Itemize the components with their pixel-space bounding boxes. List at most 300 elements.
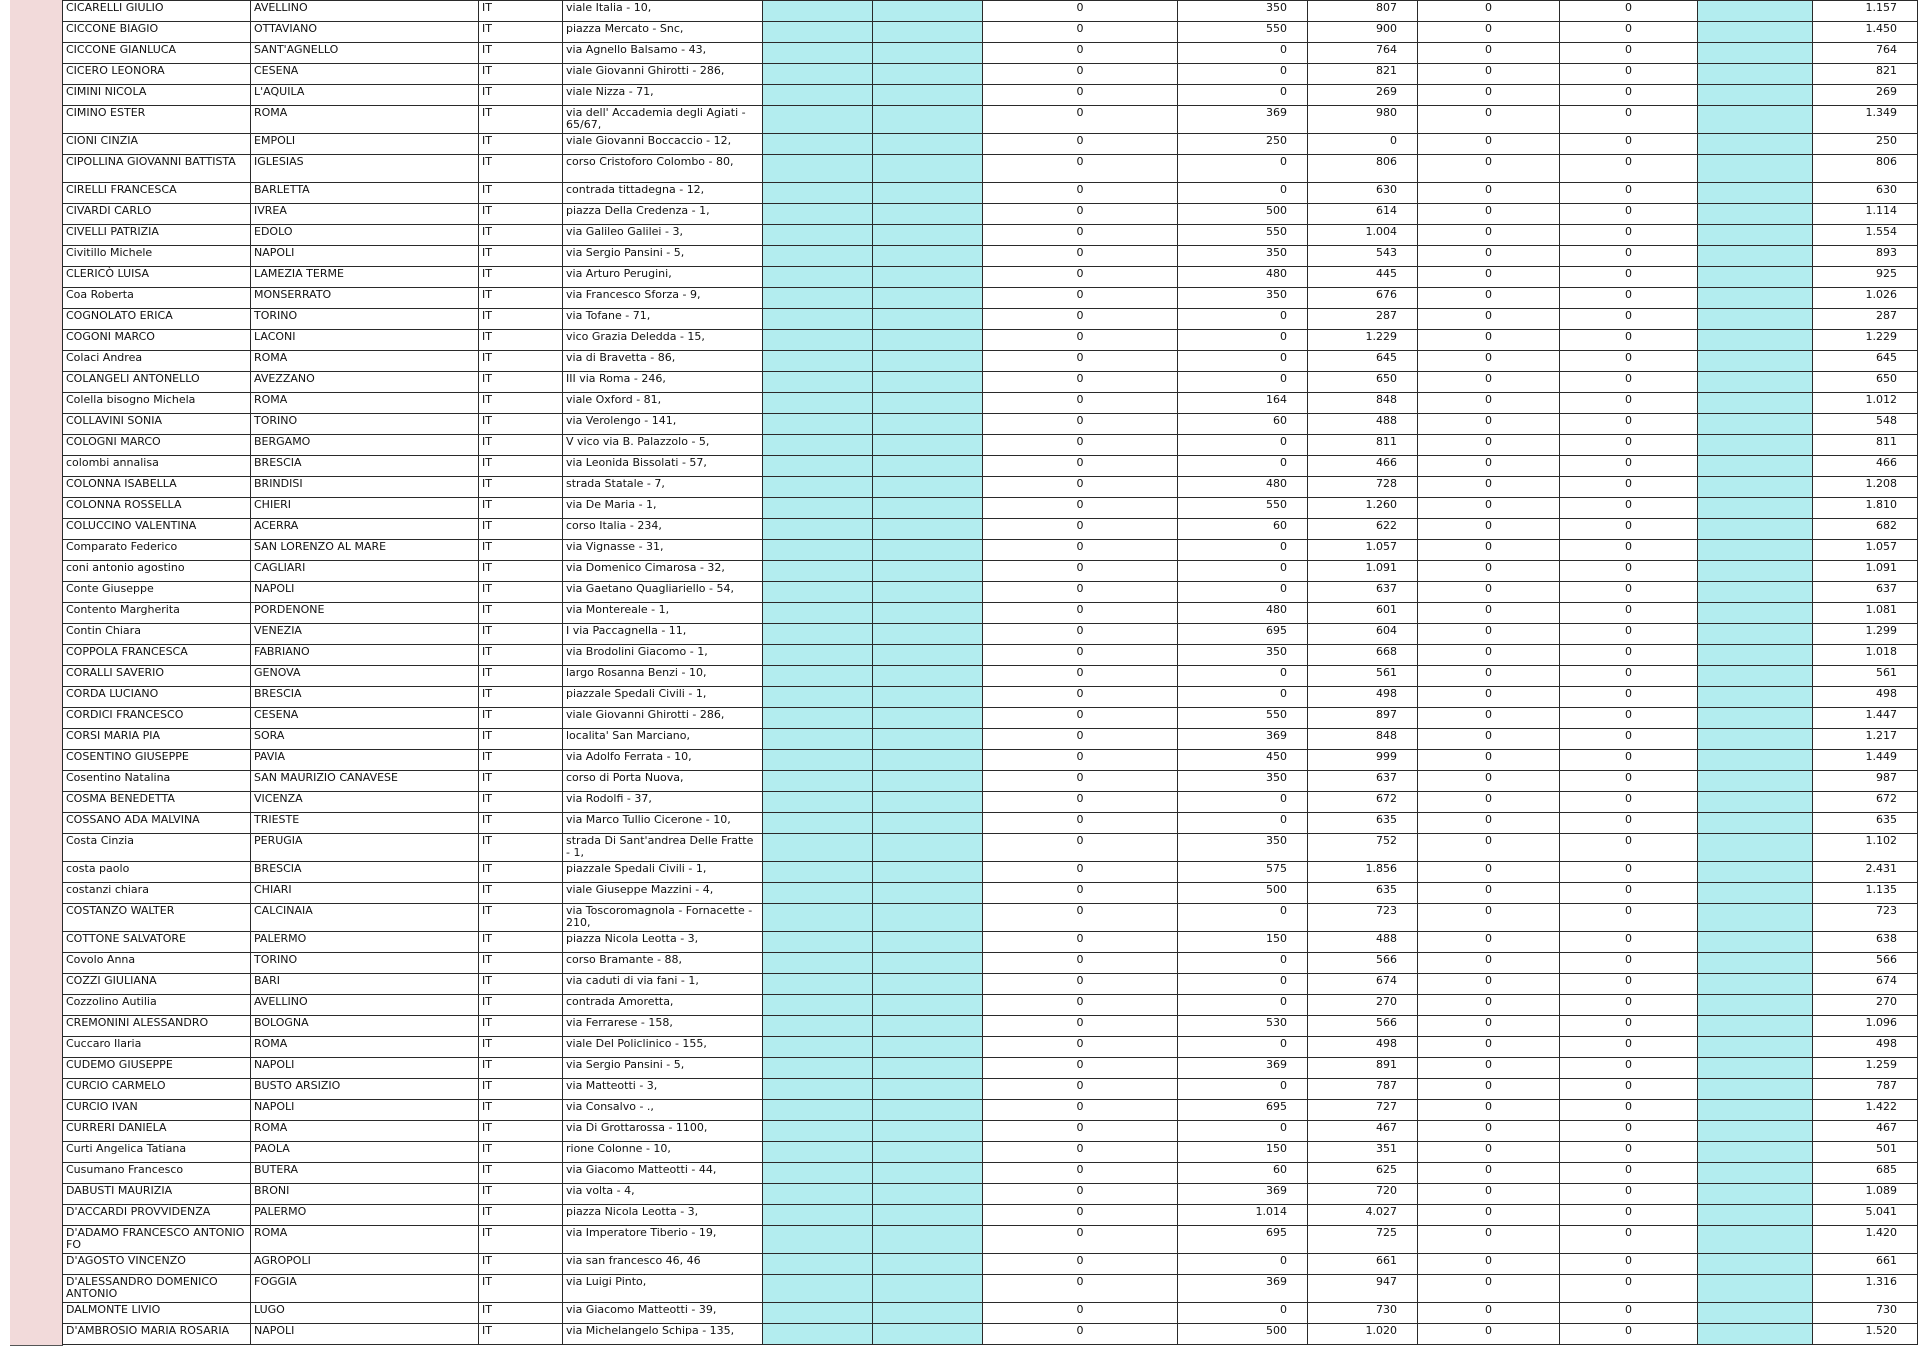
cell-total: 1.520 xyxy=(1813,1324,1918,1345)
table-row xyxy=(63,1079,1918,1100)
cell-city: ROMA xyxy=(251,393,479,414)
cell-value-5: 0 xyxy=(1560,435,1698,456)
table-row xyxy=(63,267,1918,288)
cell-value-2: 0 xyxy=(1178,183,1308,204)
table-row xyxy=(63,43,1918,64)
cell-address: vico Grazia Deledda - 15, xyxy=(563,330,763,351)
cell-city: AVELLINO xyxy=(251,995,479,1016)
cell-value-4: 0 xyxy=(1418,183,1560,204)
cell-country: IT xyxy=(479,1100,563,1121)
cell-country: IT xyxy=(479,246,563,267)
cell-name: CIRELLI FRANCESCA xyxy=(63,183,251,204)
cell-country: IT xyxy=(479,22,563,43)
cell-value-2: 480 xyxy=(1178,603,1308,624)
cell-value-1: 0 xyxy=(983,1275,1178,1303)
cell-highlight-b xyxy=(873,932,983,953)
cell-address: via Brodolini Giacomo - 1, xyxy=(563,645,763,666)
cell-highlight-c xyxy=(1698,862,1813,883)
cell-value-3: 900 xyxy=(1308,22,1418,43)
table-row xyxy=(63,22,1918,43)
cell-value-1: 0 xyxy=(983,1058,1178,1079)
cell-value-5: 0 xyxy=(1560,645,1698,666)
cell-value-5: 0 xyxy=(1560,582,1698,603)
cell-highlight-b xyxy=(873,183,983,204)
cell-highlight-a xyxy=(763,414,873,435)
cell-address: via Vignasse - 31, xyxy=(563,540,763,561)
cell-value-3: 4.027 xyxy=(1308,1205,1418,1226)
cell-country: IT xyxy=(479,1324,563,1345)
cell-value-4: 0 xyxy=(1418,995,1560,1016)
cell-highlight-c xyxy=(1698,883,1813,904)
cell-address: via Ferrarese - 158, xyxy=(563,1016,763,1037)
cell-total: 1.422 xyxy=(1813,1100,1918,1121)
cell-highlight-b xyxy=(873,813,983,834)
cell-highlight-c xyxy=(1698,477,1813,498)
cell-total: 2.431 xyxy=(1813,862,1918,883)
cell-city: NAPOLI xyxy=(251,1324,479,1345)
cell-country: IT xyxy=(479,603,563,624)
table-row xyxy=(63,1184,1918,1205)
cell-highlight-b xyxy=(873,666,983,687)
cell-value-4: 0 xyxy=(1418,883,1560,904)
cell-highlight-c xyxy=(1698,1100,1813,1121)
cell-highlight-b xyxy=(873,687,983,708)
cell-country: IT xyxy=(479,1303,563,1324)
cell-city: BRINDISI xyxy=(251,477,479,498)
cell-country: IT xyxy=(479,813,563,834)
cell-value-2: 0 xyxy=(1178,666,1308,687)
cell-city: IVREA xyxy=(251,204,479,225)
cell-total: 5.041 xyxy=(1813,1205,1918,1226)
cell-highlight-c xyxy=(1698,1184,1813,1205)
cell-highlight-a xyxy=(763,1275,873,1303)
cell-value-4: 0 xyxy=(1418,862,1560,883)
cell-highlight-c xyxy=(1698,1037,1813,1058)
cell-total: 1.081 xyxy=(1813,603,1918,624)
cell-city: LACONI xyxy=(251,330,479,351)
cell-highlight-c xyxy=(1698,995,1813,1016)
cell-value-1: 0 xyxy=(983,498,1178,519)
cell-city: VICENZA xyxy=(251,792,479,813)
cell-highlight-c xyxy=(1698,106,1813,134)
cell-name: Cuccaro Ilaria xyxy=(63,1037,251,1058)
left-margin-band xyxy=(10,0,63,1346)
cell-highlight-c xyxy=(1698,687,1813,708)
cell-total: 730 xyxy=(1813,1303,1918,1324)
table-row xyxy=(63,288,1918,309)
cell-city: TORINO xyxy=(251,414,479,435)
cell-highlight-a xyxy=(763,351,873,372)
cell-highlight-a xyxy=(763,708,873,729)
cell-value-5: 0 xyxy=(1560,309,1698,330)
cell-value-2: 0 xyxy=(1178,1121,1308,1142)
cell-highlight-b xyxy=(873,1184,983,1205)
cell-value-5: 0 xyxy=(1560,1303,1698,1324)
cell-city: CESENA xyxy=(251,708,479,729)
cell-city: PAVIA xyxy=(251,750,479,771)
cell-highlight-b xyxy=(873,309,983,330)
cell-country: IT xyxy=(479,155,563,183)
cell-name: CIVELLI PATRIZIA xyxy=(63,225,251,246)
cell-value-3: 725 xyxy=(1308,1226,1418,1254)
cell-highlight-b xyxy=(873,862,983,883)
cell-value-3: 730 xyxy=(1308,1303,1418,1324)
cell-highlight-b xyxy=(873,771,983,792)
cell-name: Covolo Anna xyxy=(63,953,251,974)
cell-value-3: 848 xyxy=(1308,393,1418,414)
cell-name: Conte Giuseppe xyxy=(63,582,251,603)
cell-value-3: 1.004 xyxy=(1308,225,1418,246)
cell-highlight-c xyxy=(1698,155,1813,183)
cell-value-4: 0 xyxy=(1418,246,1560,267)
cell-city: BOLOGNA xyxy=(251,1016,479,1037)
cell-value-4: 0 xyxy=(1418,1324,1560,1345)
cell-highlight-c xyxy=(1698,1,1813,22)
cell-address: via Galileo Galilei - 3, xyxy=(563,225,763,246)
cell-value-1: 0 xyxy=(983,204,1178,225)
cell-country: IT xyxy=(479,624,563,645)
cell-total: 1.091 xyxy=(1813,561,1918,582)
cell-value-3: 625 xyxy=(1308,1163,1418,1184)
cell-highlight-c xyxy=(1698,666,1813,687)
left-margin-bottom-border xyxy=(10,1345,62,1346)
cell-value-5: 0 xyxy=(1560,862,1698,883)
cell-total: 270 xyxy=(1813,995,1918,1016)
cell-name: CURCIO CARMELO xyxy=(63,1079,251,1100)
table-row xyxy=(63,85,1918,106)
cell-value-3: 980 xyxy=(1308,106,1418,134)
cell-total: 250 xyxy=(1813,134,1918,155)
table-row xyxy=(63,582,1918,603)
cell-value-5: 0 xyxy=(1560,330,1698,351)
cell-highlight-b xyxy=(873,1121,983,1142)
cell-highlight-b xyxy=(873,1275,983,1303)
cell-total: 630 xyxy=(1813,183,1918,204)
table-row xyxy=(63,750,1918,771)
cell-value-5: 0 xyxy=(1560,1275,1698,1303)
cell-address: via Imperatore Tiberio - 19, xyxy=(563,1226,763,1254)
table-row xyxy=(63,1100,1918,1121)
cell-value-1: 0 xyxy=(983,953,1178,974)
cell-highlight-c xyxy=(1698,771,1813,792)
table-row xyxy=(63,1226,1918,1254)
cell-value-1: 0 xyxy=(983,708,1178,729)
cell-total: 1.135 xyxy=(1813,883,1918,904)
cell-value-1: 0 xyxy=(983,1163,1178,1184)
cell-value-5: 0 xyxy=(1560,974,1698,995)
cell-value-3: 604 xyxy=(1308,624,1418,645)
cell-highlight-c xyxy=(1698,519,1813,540)
cell-total: 806 xyxy=(1813,155,1918,183)
cell-value-1: 0 xyxy=(983,372,1178,393)
table-row xyxy=(63,1016,1918,1037)
cell-city: BARI xyxy=(251,974,479,995)
cell-name: COTTONE SALVATORE xyxy=(63,932,251,953)
cell-highlight-a xyxy=(763,267,873,288)
cell-total: 467 xyxy=(1813,1121,1918,1142)
cell-city: TORINO xyxy=(251,953,479,974)
cell-value-1: 0 xyxy=(983,246,1178,267)
cell-value-5: 0 xyxy=(1560,1205,1698,1226)
cell-highlight-a xyxy=(763,834,873,862)
cell-highlight-b xyxy=(873,435,983,456)
cell-highlight-c xyxy=(1698,904,1813,932)
cell-value-1: 0 xyxy=(983,183,1178,204)
cell-highlight-a xyxy=(763,1303,873,1324)
cell-highlight-b xyxy=(873,1254,983,1275)
cell-value-3: 270 xyxy=(1308,995,1418,1016)
cell-country: IT xyxy=(479,792,563,813)
cell-name: COLOGNI MARCO xyxy=(63,435,251,456)
cell-city: VENEZIA xyxy=(251,624,479,645)
cell-value-3: 287 xyxy=(1308,309,1418,330)
table-row xyxy=(63,953,1918,974)
cell-highlight-c xyxy=(1698,1121,1813,1142)
table-row xyxy=(63,729,1918,750)
cell-city: ROMA xyxy=(251,1121,479,1142)
cell-country: IT xyxy=(479,883,563,904)
cell-country: IT xyxy=(479,1226,563,1254)
cell-total: 548 xyxy=(1813,414,1918,435)
cell-value-4: 0 xyxy=(1418,204,1560,225)
cell-country: IT xyxy=(479,1079,563,1100)
cell-highlight-c xyxy=(1698,1303,1813,1324)
cell-value-4: 0 xyxy=(1418,1,1560,22)
cell-total: 1.299 xyxy=(1813,624,1918,645)
cell-name: Coa Roberta xyxy=(63,288,251,309)
cell-value-4: 0 xyxy=(1418,729,1560,750)
cell-country: IT xyxy=(479,645,563,666)
cell-country: IT xyxy=(479,267,563,288)
cell-name: Contento Margherita xyxy=(63,603,251,624)
cell-value-2: 530 xyxy=(1178,1016,1308,1037)
cell-highlight-a xyxy=(763,330,873,351)
cell-value-4: 0 xyxy=(1418,708,1560,729)
table-row xyxy=(63,456,1918,477)
cell-highlight-c xyxy=(1698,1142,1813,1163)
cell-highlight-a xyxy=(763,1163,873,1184)
cell-value-5: 0 xyxy=(1560,183,1698,204)
cell-value-3: 1.091 xyxy=(1308,561,1418,582)
cell-address: via Adolfo Ferrata - 10, xyxy=(563,750,763,771)
cell-total: 661 xyxy=(1813,1254,1918,1275)
cell-highlight-c xyxy=(1698,309,1813,330)
cell-city: MONSERRATO xyxy=(251,288,479,309)
cell-highlight-c xyxy=(1698,1205,1813,1226)
cell-address: strada Statale - 7, xyxy=(563,477,763,498)
cell-value-3: 674 xyxy=(1308,974,1418,995)
cell-value-3: 601 xyxy=(1308,603,1418,624)
cell-country: IT xyxy=(479,1205,563,1226)
cell-value-4: 0 xyxy=(1418,1142,1560,1163)
cell-name: CICERO LEONORA xyxy=(63,64,251,85)
cell-name: COPPOLA FRANCESCA xyxy=(63,645,251,666)
cell-address: piazzale Spedali Civili - 1, xyxy=(563,687,763,708)
cell-value-3: 947 xyxy=(1308,1275,1418,1303)
cell-total: 1.447 xyxy=(1813,708,1918,729)
table-row xyxy=(63,155,1918,183)
cell-value-5: 0 xyxy=(1560,498,1698,519)
cell-total: 1.449 xyxy=(1813,750,1918,771)
table-row xyxy=(63,225,1918,246)
cell-address: via Agnello Balsamo - 43, xyxy=(563,43,763,64)
cell-value-3: 561 xyxy=(1308,666,1418,687)
cell-value-3: 622 xyxy=(1308,519,1418,540)
cell-name: CREMONINI ALESSANDRO xyxy=(63,1016,251,1037)
cell-highlight-c xyxy=(1698,1275,1813,1303)
cell-value-4: 0 xyxy=(1418,1226,1560,1254)
cell-name: CIMINO ESTER xyxy=(63,106,251,134)
cell-value-2: 0 xyxy=(1178,330,1308,351)
cell-city: EDOLO xyxy=(251,225,479,246)
cell-value-4: 0 xyxy=(1418,1303,1560,1324)
table-row xyxy=(63,64,1918,85)
cell-address: via Consalvo - ., xyxy=(563,1100,763,1121)
cell-address: via Giacomo Matteotti - 44, xyxy=(563,1163,763,1184)
cell-total: 566 xyxy=(1813,953,1918,974)
cell-total: 1.810 xyxy=(1813,498,1918,519)
cell-value-1: 0 xyxy=(983,1226,1178,1254)
cell-value-3: 897 xyxy=(1308,708,1418,729)
cell-value-1: 0 xyxy=(983,64,1178,85)
cell-address: viale Oxford - 81, xyxy=(563,393,763,414)
cell-highlight-b xyxy=(873,1226,983,1254)
cell-country: IT xyxy=(479,498,563,519)
cell-value-1: 0 xyxy=(983,134,1178,155)
cell-country: IT xyxy=(479,729,563,750)
cell-highlight-c xyxy=(1698,953,1813,974)
cell-value-5: 0 xyxy=(1560,729,1698,750)
cell-value-1: 0 xyxy=(983,309,1178,330)
cell-value-1: 0 xyxy=(983,540,1178,561)
cell-value-5: 0 xyxy=(1560,43,1698,64)
cell-city: GENOVA xyxy=(251,666,479,687)
cell-highlight-a xyxy=(763,687,873,708)
cell-total: 1.057 xyxy=(1813,540,1918,561)
cell-country: IT xyxy=(479,288,563,309)
table-row xyxy=(63,1275,1918,1303)
cell-value-4: 0 xyxy=(1418,750,1560,771)
cell-highlight-a xyxy=(763,204,873,225)
cell-highlight-b xyxy=(873,561,983,582)
cell-city: CESENA xyxy=(251,64,479,85)
cell-country: IT xyxy=(479,862,563,883)
cell-value-3: 650 xyxy=(1308,372,1418,393)
cell-value-3: 668 xyxy=(1308,645,1418,666)
cell-highlight-c xyxy=(1698,624,1813,645)
cell-value-4: 0 xyxy=(1418,1058,1560,1079)
cell-value-4: 0 xyxy=(1418,974,1560,995)
cell-name: CORALLI SAVERIO xyxy=(63,666,251,687)
cell-value-5: 0 xyxy=(1560,1016,1698,1037)
cell-country: IT xyxy=(479,1163,563,1184)
cell-value-3: 1.020 xyxy=(1308,1324,1418,1345)
cell-value-3: 467 xyxy=(1308,1121,1418,1142)
cell-value-4: 0 xyxy=(1418,309,1560,330)
cell-highlight-c xyxy=(1698,351,1813,372)
cell-highlight-c xyxy=(1698,85,1813,106)
cell-highlight-a xyxy=(763,22,873,43)
cell-city: NAPOLI xyxy=(251,582,479,603)
cell-highlight-b xyxy=(873,330,983,351)
cell-value-3: 728 xyxy=(1308,477,1418,498)
cell-value-1: 0 xyxy=(983,974,1178,995)
cell-value-5: 0 xyxy=(1560,953,1698,974)
cell-city: SANT'AGNELLO xyxy=(251,43,479,64)
cell-value-4: 0 xyxy=(1418,1205,1560,1226)
cell-address: via Matteotti - 3, xyxy=(563,1079,763,1100)
cell-total: 498 xyxy=(1813,1037,1918,1058)
cell-value-1: 0 xyxy=(983,267,1178,288)
cell-value-1: 0 xyxy=(983,687,1178,708)
cell-value-1: 0 xyxy=(983,813,1178,834)
cell-value-2: 0 xyxy=(1178,687,1308,708)
cell-address: viale Giuseppe Mazzini - 4, xyxy=(563,883,763,904)
cell-highlight-c xyxy=(1698,288,1813,309)
cell-value-4: 0 xyxy=(1418,1184,1560,1205)
cell-country: IT xyxy=(479,974,563,995)
cell-value-5: 0 xyxy=(1560,1100,1698,1121)
cell-highlight-b xyxy=(873,953,983,974)
cell-address: via Arturo Perugini, xyxy=(563,267,763,288)
cell-highlight-c xyxy=(1698,435,1813,456)
cell-value-2: 0 xyxy=(1178,155,1308,183)
cell-name: Civitillo Michele xyxy=(63,246,251,267)
cell-country: IT xyxy=(479,582,563,603)
cell-value-3: 635 xyxy=(1308,813,1418,834)
table-row xyxy=(63,519,1918,540)
cell-highlight-b xyxy=(873,519,983,540)
cell-address: corso Italia - 234, xyxy=(563,519,763,540)
cell-highlight-a xyxy=(763,1121,873,1142)
cell-highlight-a xyxy=(763,666,873,687)
cell-country: IT xyxy=(479,540,563,561)
cell-country: IT xyxy=(479,708,563,729)
cell-highlight-c xyxy=(1698,1058,1813,1079)
cell-country: IT xyxy=(479,1142,563,1163)
table-row xyxy=(63,932,1918,953)
cell-address: viale Del Policlinico - 155, xyxy=(563,1037,763,1058)
table-row xyxy=(63,1121,1918,1142)
cell-address: via Verolengo - 141, xyxy=(563,414,763,435)
cell-address: via san francesco 46, 46 xyxy=(563,1254,763,1275)
cell-value-2: 550 xyxy=(1178,498,1308,519)
cell-value-3: 764 xyxy=(1308,43,1418,64)
cell-value-2: 350 xyxy=(1178,834,1308,862)
cell-value-4: 0 xyxy=(1418,540,1560,561)
cell-highlight-b xyxy=(873,1079,983,1100)
cell-total: 1.259 xyxy=(1813,1058,1918,1079)
cell-highlight-c xyxy=(1698,561,1813,582)
cell-highlight-b xyxy=(873,477,983,498)
cell-total: 1.157 xyxy=(1813,1,1918,22)
cell-value-2: 0 xyxy=(1178,372,1308,393)
cell-value-3: 1.856 xyxy=(1308,862,1418,883)
cell-name: CURRERI DANIELA xyxy=(63,1121,251,1142)
cell-value-5: 0 xyxy=(1560,372,1698,393)
cell-highlight-a xyxy=(763,1324,873,1345)
cell-name: CICCONE BIAGIO xyxy=(63,22,251,43)
cell-highlight-b xyxy=(873,603,983,624)
cell-city: PALERMO xyxy=(251,932,479,953)
cell-highlight-b xyxy=(873,22,983,43)
cell-value-1: 0 xyxy=(983,1303,1178,1324)
cell-highlight-a xyxy=(763,435,873,456)
cell-country: IT xyxy=(479,834,563,862)
cell-value-3: 637 xyxy=(1308,771,1418,792)
cell-highlight-c xyxy=(1698,456,1813,477)
cell-total: 1.102 xyxy=(1813,834,1918,862)
